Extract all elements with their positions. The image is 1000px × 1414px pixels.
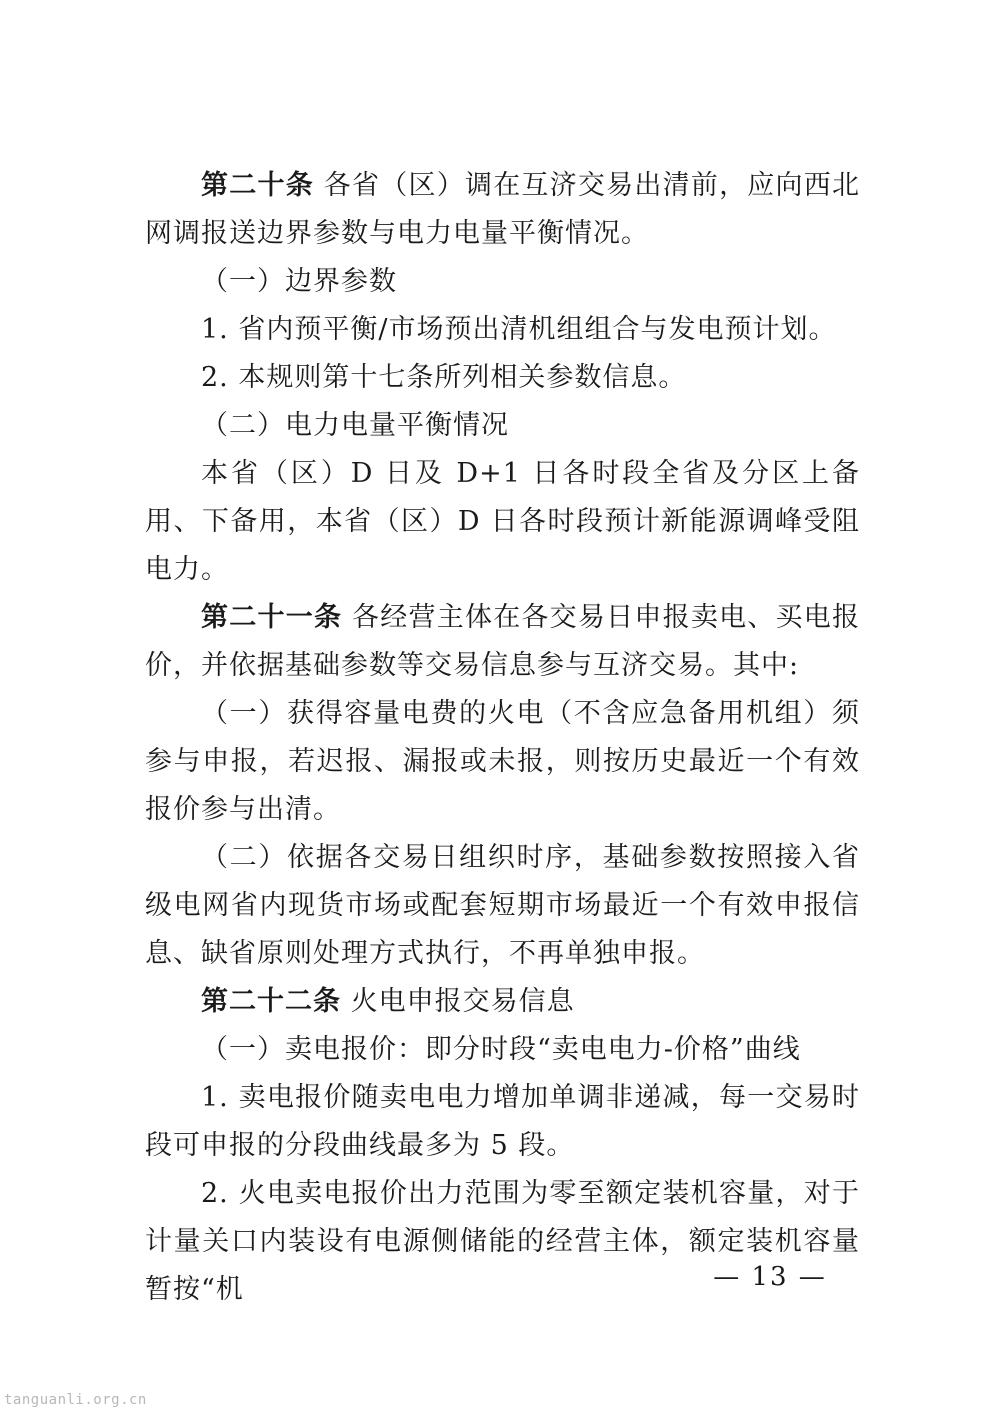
boundary-params-item-1: 1. 省内预平衡/市场预出清机组组合与发电预计划。 [201,314,837,345]
article-21-item-2: （二）依据各交易日组织时序，基础参数按照接入省级电网省内现货市场或配套短期市场最近一个有效申报信息、缺省原则处理方式执行，不再单独申报。 [145,842,860,969]
sell-price-item-1: 1. 卖电报价随卖电电力增加单调非递减，每一交易时段可申报的分段曲线最多为 5 段。 [145,1082,860,1161]
watermark: tanguanli.org.cn [4,1392,147,1408]
article-20-paragraph [145,162,860,258]
page-number: — 13 — [713,1262,827,1292]
article-20-heading: 第二十条 [201,170,314,201]
article-21-paragraph [145,594,860,690]
power-balance-text: 本省（区）D 日及 D+1 日各时段全省及分区上备用、下备用，本省（区）D 日各时段预计新能源调峰受阻电力。 [145,458,860,585]
boundary-params-item-2: 2. 本规则第十七条所列相关参数信息。 [201,362,687,393]
article-21-text: 各经营主体在各交易日申报卖电、买电报价，并依据基础参数等交易信息参与互济交易。其中: [145,602,861,681]
article-22-text: 火电申报交易信息 [350,986,575,1017]
document-body [145,162,860,1314]
sell-price-item-2: 2. 火电卖电报价出力范围为零至额定装机容量，对于计量关口内装设有电源侧储能的经营主体，额定装机容量暂按“机 [145,1178,860,1305]
article-20-text: 各省（区）调在互济交易出清前，应向西北网调报送边界参数与电力电量平衡情况。 [145,170,861,249]
power-balance-heading: （二）电力电量平衡情况 [201,410,509,441]
boundary-params-heading: （一）边界参数 [201,266,397,297]
article-21-heading: 第二十一条 [201,602,343,633]
sell-price-heading: （一）卖电报价：即分时段“卖电电力-价格”曲线 [201,1034,801,1065]
article-22-heading: 第二十二条 [201,986,341,1017]
article-22-paragraph [145,978,860,1026]
article-21-item-1: （一）获得容量电费的火电（不含应急备用机组）须参与申报，若迟报、漏报或未报，则按历史最近一个有效报价参与出清。 [145,698,860,825]
